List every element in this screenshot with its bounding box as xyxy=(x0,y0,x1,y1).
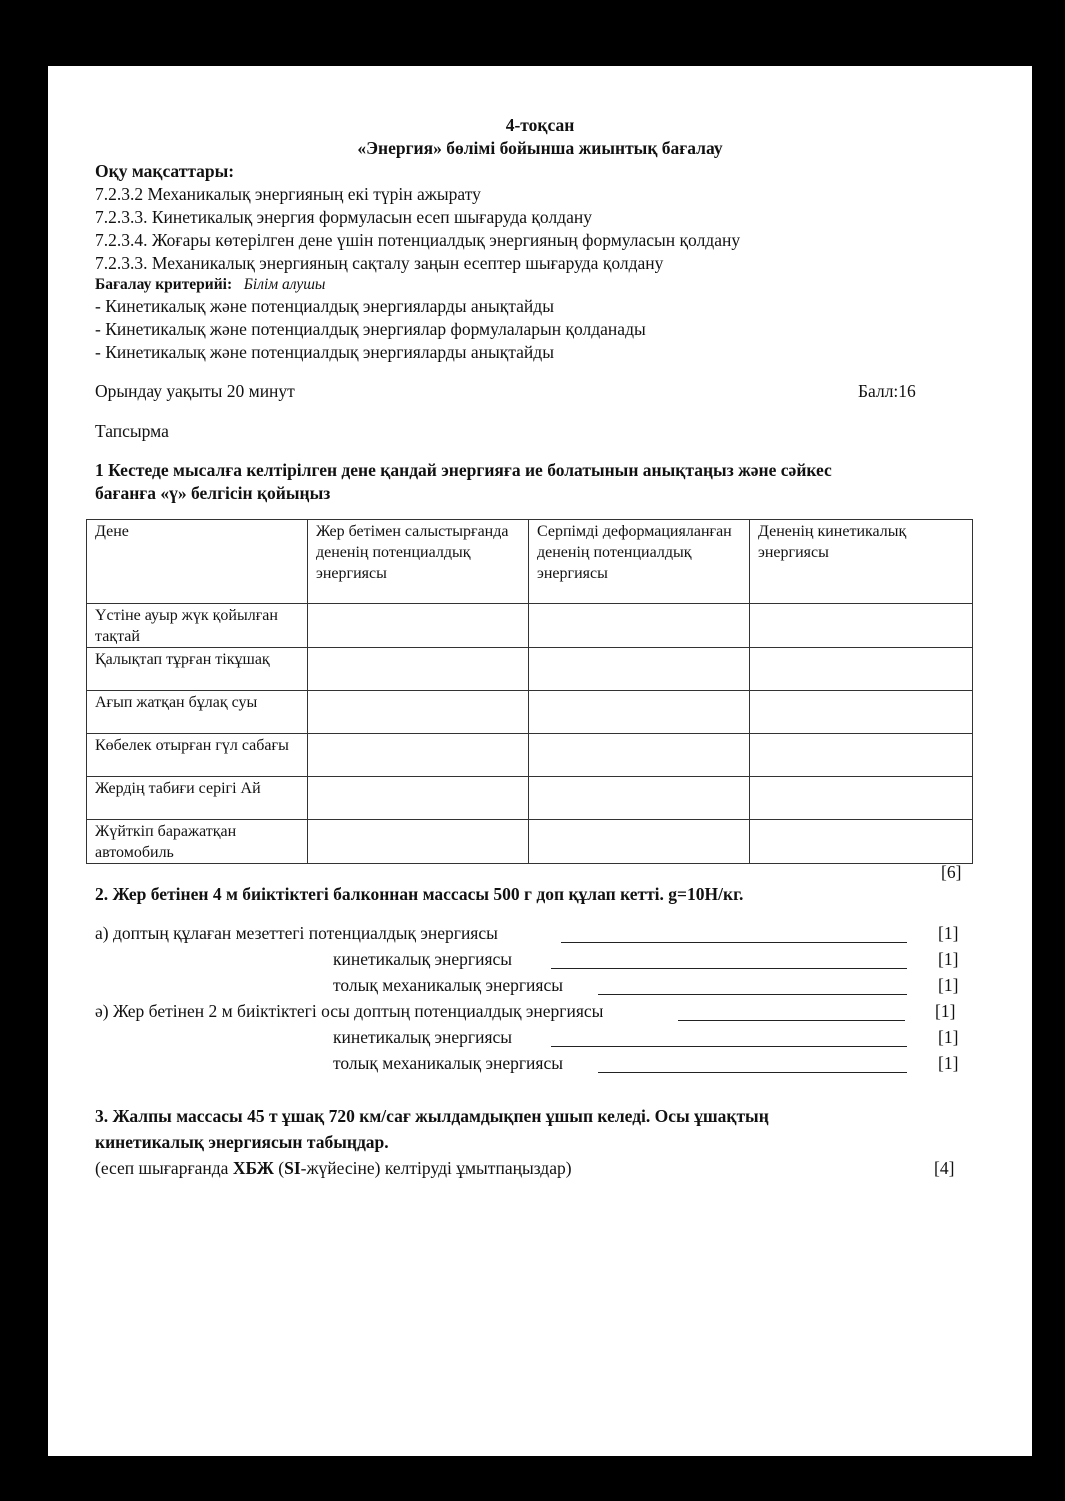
criteria-subheading: Білім алушы xyxy=(243,276,326,293)
task1-title-line2: бағанға «ү» белгісін қойыңыз xyxy=(95,483,331,503)
column-header: Дененің кинетикалық энергиясы xyxy=(750,520,973,604)
task2b-points: [1] xyxy=(938,1027,959,1047)
task3-note-bold: SI xyxy=(284,1158,301,1178)
answer-line[interactable] xyxy=(551,968,907,969)
task2-title: 2. Жер бетінен 4 м биіктіктегі балконнан массасы 500 г доп құлап кетті. g=10Н/кг. xyxy=(95,884,744,904)
answer-cell[interactable] xyxy=(529,777,750,820)
task2a-label: кинетикалық энергиясы xyxy=(333,949,513,969)
answer-cell[interactable] xyxy=(308,820,529,864)
answer-cell[interactable] xyxy=(750,604,973,648)
table-row xyxy=(87,604,973,648)
answer-cell[interactable] xyxy=(308,648,529,691)
quarter-title: 4-тоқсан xyxy=(505,115,575,135)
task2a-label: а) доптың құлаған мезеттегі потенциалдық энергиясы xyxy=(95,923,498,943)
task2a-points: [1] xyxy=(938,975,959,995)
table-row xyxy=(87,691,973,734)
task3-note-text: ( xyxy=(273,1158,285,1178)
objective-item: 7.2.3.4. Жоғары көтерілген дене үшін потенциалдық энергияның формуласын қолдану xyxy=(95,230,741,250)
criteria-item: - Кинетикалық және потенциалдық энергияларды анықтайды xyxy=(95,296,554,316)
total-score: Балл:16 xyxy=(858,381,916,401)
answer-cell[interactable] xyxy=(308,604,529,648)
objective-item: 7.2.3.2 Механикалық энергияның екі түрін ажырату xyxy=(95,184,481,204)
task1-title-line1: 1 Кестеде мысалға келтірілген дене қандай энергияға ие болатынын анықтаңыз және сәйкес xyxy=(95,460,832,480)
criteria-heading: Бағалау критерийі: xyxy=(95,276,233,293)
table-row xyxy=(87,734,973,777)
answer-line[interactable] xyxy=(551,1046,907,1047)
task2a-label: толық механикалық энергиясы xyxy=(333,975,563,995)
answer-line[interactable] xyxy=(598,994,907,995)
column-header: Дене xyxy=(87,520,308,604)
objectives-heading: Оқу мақсаттары: xyxy=(95,161,235,181)
row-label: Үстіне ауыр жүк қойылған тақтай xyxy=(87,604,308,648)
column-header: Серпімді деформацияланған дененің потенциалдық энергиясы xyxy=(529,520,750,604)
answer-cell[interactable] xyxy=(750,777,973,820)
answer-line[interactable] xyxy=(678,1020,905,1021)
answer-cell[interactable] xyxy=(529,604,750,648)
answer-line[interactable] xyxy=(598,1072,907,1073)
answer-cell[interactable] xyxy=(529,734,750,777)
table-row xyxy=(87,820,973,864)
task2b-label: толық механикалық энергиясы xyxy=(333,1053,563,1073)
task-label: Тапсырма xyxy=(95,421,169,441)
row-label: Жердің табиғи серігі Ай xyxy=(87,777,308,820)
task3-note xyxy=(95,1157,572,1179)
answer-cell[interactable] xyxy=(529,648,750,691)
task1-points: [6] xyxy=(941,862,962,882)
row-label: Жүйткіп баражатқан автомобиль xyxy=(87,820,308,864)
row-label: Көбелек отырған гүл сабағы xyxy=(87,734,308,777)
task2a-points: [1] xyxy=(938,923,959,943)
table-row xyxy=(87,648,973,691)
answer-line[interactable] xyxy=(561,942,907,943)
answer-cell[interactable] xyxy=(750,734,973,777)
task3-title-line1: 3. Жалпы массасы 45 т ұшақ 720 км/сағ жылдамдықпен ұшып келеді. Осы ұшақтың xyxy=(95,1106,769,1126)
objective-item: 7.2.3.3. Кинетикалық энергия формуласын есеп шығаруда қолдану xyxy=(95,207,592,227)
table-header-row xyxy=(87,520,973,604)
task3-title-line2: кинетикалық энергиясын табыңдар. xyxy=(95,1132,389,1152)
task2b-label: кинетикалық энергиясы xyxy=(333,1027,513,1047)
answer-cell[interactable] xyxy=(308,734,529,777)
document-page xyxy=(48,66,1032,1456)
answer-cell[interactable] xyxy=(750,820,973,864)
document-title: «Энергия» бөлімі бойынша жиынтық бағалау xyxy=(357,138,723,158)
task3-note-text: (есеп шығарғанда xyxy=(95,1158,233,1178)
answer-cell[interactable] xyxy=(529,691,750,734)
task2b-points: [1] xyxy=(938,1053,959,1073)
task2b-label: ә) Жер бетінен 2 м биіктіктегі осы доптың потенциалдық энергиясы xyxy=(95,1001,604,1021)
criteria-line xyxy=(95,275,325,295)
answer-cell[interactable] xyxy=(308,777,529,820)
column-header: Жер бетімен салыстырғанда дененің потенциалдық энергиясы xyxy=(308,520,529,604)
task3-points: [4] xyxy=(934,1158,955,1178)
answer-cell[interactable] xyxy=(750,648,973,691)
criteria-item: - Кинетикалық және потенциалдық энергиялар формулаларын қолданады xyxy=(95,319,646,339)
task2b-points: [1] xyxy=(935,1001,956,1021)
criteria-item: - Кинетикалық және потенциалдық энергияларды анықтайды xyxy=(95,342,554,362)
time-limit: Орындау уақыты 20 минут xyxy=(95,381,295,401)
task3-note-bold: ХБЖ xyxy=(232,1158,274,1178)
answer-cell[interactable] xyxy=(750,691,973,734)
table-row xyxy=(87,777,973,820)
task3-note-text: -жүйесіне) келтіруді ұмытпаңыздар) xyxy=(300,1158,572,1178)
objective-item: 7.2.3.3. Механикалық энергияның сақталу заңын есептер шығаруда қолдану xyxy=(95,253,664,273)
energy-table xyxy=(86,519,973,864)
row-label: Ағып жатқан бұлақ суы xyxy=(87,691,308,734)
answer-cell[interactable] xyxy=(529,820,750,864)
row-label: Қалықтап тұрған тікұшақ xyxy=(87,648,308,691)
task2a-points: [1] xyxy=(938,949,959,969)
answer-cell[interactable] xyxy=(308,691,529,734)
